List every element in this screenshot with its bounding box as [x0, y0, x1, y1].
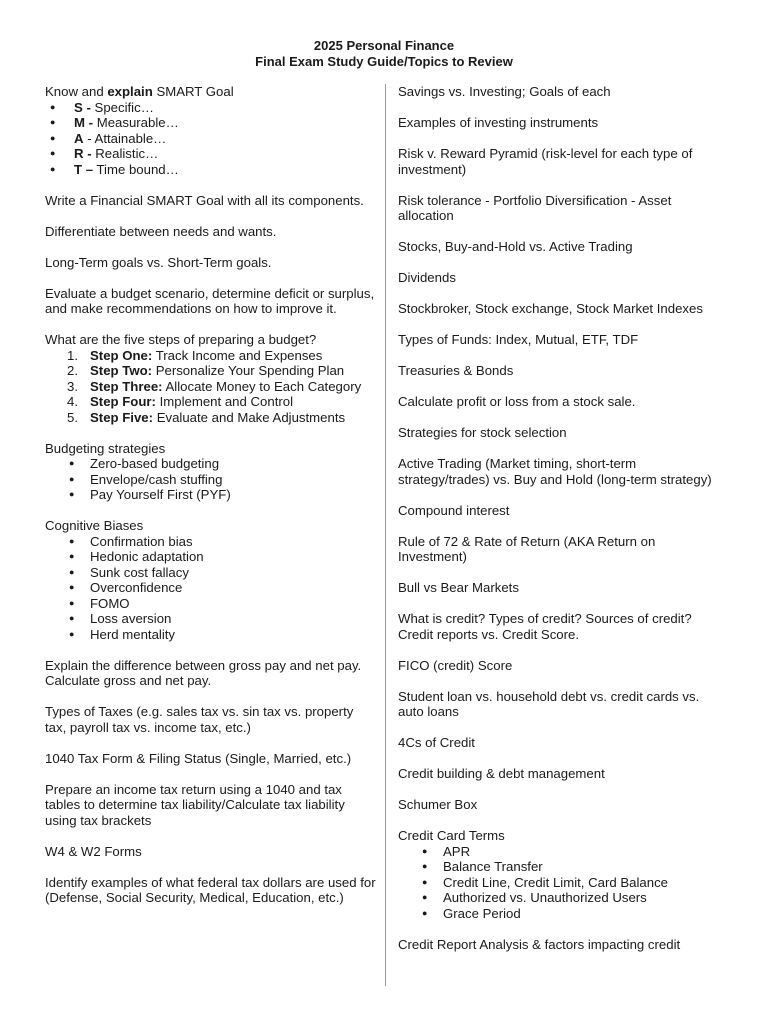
paragraph: Strategies for stock selection: [398, 425, 567, 440]
paragraph: Types of Taxes (e.g. sales tax vs. sin tax vs. property tax, payroll tax vs. income tax, etc.): [45, 704, 354, 735]
step-number: 5.: [67, 409, 78, 425]
list-item: [45, 115, 377, 131]
list-item: [45, 363, 377, 379]
step-number: 4.: [67, 394, 78, 409]
smart-text: Realistic…: [91, 146, 159, 161]
paragraph: Savings vs. Investing; Goals of each: [398, 84, 611, 99]
smart-goal-list: [45, 100, 377, 178]
smart-intro-bold: explain: [107, 84, 153, 99]
smart-text: Specific…: [90, 99, 154, 115]
step-text: Personalize Your Spending Plan: [152, 363, 345, 378]
document-title: 2025 Personal Finance: [313, 38, 455, 53]
paragraph: Types of Funds: Index, Mutual, ETF, TDF: [398, 332, 639, 347]
left-column: [45, 84, 377, 921]
paragraph: Rule of 72 & Rate of Return (AKA Return on Investment): [398, 533, 656, 564]
paragraph: Schumer Box: [398, 797, 478, 812]
budget-steps-list: [45, 348, 377, 426]
paragraph: Credit Report Analysis & factors impacting credit: [398, 936, 681, 952]
budget-strategies-list: [45, 456, 377, 503]
step-text: Track Income and Expenses: [152, 347, 323, 363]
paragraph: Identify examples of what federal tax dollars are used for (Defense, Social Security, Medical, Education, etc.): [45, 874, 376, 905]
list-item: ● Loss aversion: [45, 611, 377, 627]
list-item: ● Grace Period: [398, 906, 718, 922]
step-label: Step Five:: [90, 409, 154, 425]
paragraph: Bull vs Bear Markets: [398, 580, 519, 595]
step-label: Step Two:: [90, 363, 153, 378]
cognitive-biases-title: Cognitive Biases: [45, 518, 144, 533]
smart-key: A: [74, 130, 84, 146]
smart-intro-prefix: Know and: [45, 84, 108, 99]
paragraph: Write a Financial SMART Goal with all its components.: [45, 192, 364, 208]
step-number: 2.: [67, 363, 78, 378]
smart-text: Time bound…: [93, 161, 179, 177]
budget-steps-intro: What are the five steps of preparing a budget?: [45, 332, 317, 347]
smart-key: S -: [74, 99, 91, 115]
step-label: Step One:: [90, 347, 153, 363]
list-item: [45, 379, 377, 395]
step-text: Evaluate and Make Adjustments: [153, 409, 346, 425]
list-item: ● Overconfidence: [45, 580, 377, 596]
step-text: Implement and Control: [155, 394, 294, 409]
paragraph: 4Cs of Credit: [398, 735, 475, 750]
smart-text: Measurable…: [93, 115, 179, 130]
paragraph: Active Trading (Market timing, short-term strategy/trades) vs. Buy and Hold (long-term strategy): [398, 456, 712, 487]
list-item: [45, 394, 377, 410]
step-label: Step Four:: [90, 394, 156, 409]
list-item: [45, 410, 377, 426]
paragraph: W4 & W2 Forms: [45, 843, 142, 859]
smart-goal-intro: [45, 84, 377, 100]
step-label: Step Three:: [90, 378, 163, 394]
list-item: [45, 100, 377, 116]
paragraph: Credit building & debt management: [398, 766, 605, 781]
list-item: ● FOMO: [45, 596, 377, 612]
paragraph: Long-Term goals vs. Short-Term goals.: [45, 254, 272, 270]
paragraph: Prepare an income tax return using a 1040 and tax tables to determine tax liability/Calculate tax liability using tax brackets: [45, 781, 345, 828]
smart-intro-suffix: SMART Goal: [152, 84, 234, 99]
paragraph: Calculate profit or loss from a stock sale.: [398, 394, 636, 409]
list-item: ● Zero-based budgeting: [45, 456, 377, 472]
list-item: ● APR: [398, 844, 718, 860]
document-subtitle: Final Exam Study Guide/Topics to Review: [255, 53, 513, 69]
paragraph: Stocks, Buy-and-Hold vs. Active Trading: [398, 239, 633, 254]
list-item: ● Balance Transfer: [398, 859, 718, 875]
list-item: ● Credit Line, Credit Limit, Card Balance: [398, 875, 718, 891]
paragraph: 1040 Tax Form & Filing Status (Single, Married, etc.): [45, 750, 352, 766]
list-item: ● Sunk cost fallacy: [45, 565, 377, 581]
list-item: ● Hedonic adaptation: [45, 549, 377, 565]
budget-strategies-title: Budgeting strategies: [45, 440, 166, 456]
paragraph: What is credit? Types of credit? Sources of credit? Credit reports vs. Credit Score.: [398, 611, 692, 642]
smart-key: T –: [74, 161, 94, 177]
paragraph: Examples of investing instruments: [398, 115, 599, 130]
credit-terms-title: Credit Card Terms: [398, 828, 505, 843]
paragraph: FICO (credit) Score: [398, 657, 513, 673]
list-item: ● Pay Yourself First (PYF): [45, 487, 377, 503]
paragraph: Risk tolerance - Portfolio Diversification - Asset allocation: [398, 192, 672, 223]
cognitive-biases-list: [45, 534, 377, 643]
document-header: [0, 38, 768, 69]
paragraph: Dividends: [398, 270, 456, 285]
smart-text: - Attainable…: [83, 130, 167, 146]
list-item: [45, 146, 377, 162]
paragraph: Stockbroker, Stock exchange, Stock Market Indexes: [398, 301, 703, 316]
list-item: [45, 162, 377, 178]
smart-key: M -: [74, 115, 94, 130]
credit-terms-list: [398, 844, 718, 922]
step-text: Allocate Money to Each Category: [162, 378, 362, 394]
list-item: ● Authorized vs. Unauthorized Users: [398, 890, 718, 906]
paragraph: Explain the difference between gross pay and net pay. Calculate gross and net pay.: [45, 657, 362, 688]
paragraph: Treasuries & Bonds: [398, 363, 514, 378]
step-number: 3.: [67, 378, 78, 394]
paragraph: Compound interest: [398, 502, 510, 518]
step-number: 1.: [67, 347, 78, 363]
column-divider: [385, 84, 386, 986]
list-item: [45, 131, 377, 147]
paragraph: Evaluate a budget scenario, determine deficit or surplus, and make recommendations on how to improve it.: [45, 285, 375, 316]
right-column: [398, 84, 718, 968]
paragraph: Risk v. Reward Pyramid (risk-level for each type of investment): [398, 146, 693, 177]
list-item: ● Confirmation bias: [45, 534, 377, 550]
smart-key: R -: [74, 146, 92, 161]
list-item: [45, 348, 377, 364]
paragraph: Differentiate between needs and wants.: [45, 223, 277, 239]
list-item: ● Envelope/cash stuffing: [45, 472, 377, 488]
paragraph: Student loan vs. household debt vs. credit cards vs. auto loans: [398, 688, 700, 719]
list-item: ● Herd mentality: [45, 627, 377, 643]
